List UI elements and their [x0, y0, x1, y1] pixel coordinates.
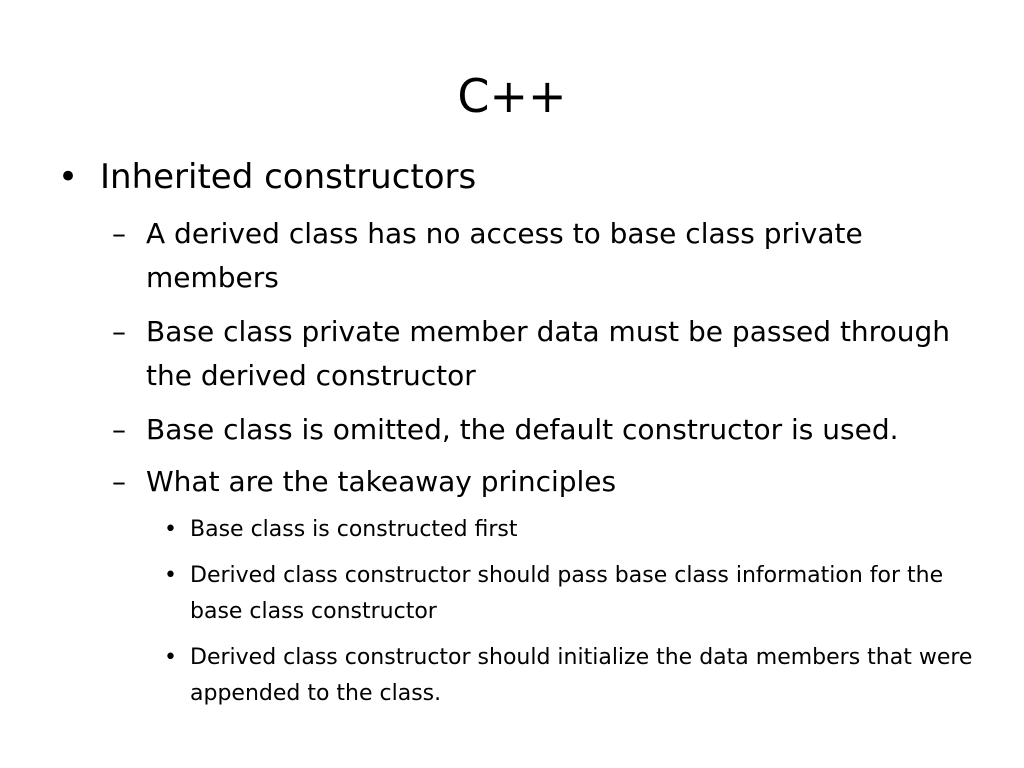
bullet-level2 [112, 408, 966, 452]
bullet-dot-icon: • [164, 517, 177, 542]
bullet-level2 [112, 310, 966, 398]
bullet-dot-icon: • [164, 645, 177, 670]
bullet-text: A derived class has no access to base class private members [146, 217, 863, 294]
dash-icon: – [112, 217, 126, 250]
bullet-text: Base class is constructed first [190, 517, 518, 542]
bullet-text: Base class is omitted, the default constructor is used. [146, 413, 899, 446]
dash-icon: – [112, 465, 126, 498]
dash-icon: – [112, 413, 126, 446]
bullet-dot-icon: • [58, 157, 79, 197]
bullet-level3 [164, 640, 980, 712]
bullet-text: What are the takeaway principles [146, 465, 617, 498]
bullet-dot-icon: • [164, 563, 177, 588]
bullet-level3 [164, 558, 980, 630]
bullet-text: Derived class constructor should initialize the data members that were appended to the class. [190, 645, 973, 706]
bullet-text: Base class private member data must be passed through the derived constructor [146, 315, 950, 392]
bullet-level2 [112, 460, 966, 504]
bullet-level1 [58, 154, 980, 200]
bullet-level2 [112, 212, 966, 300]
bullet-level3 [164, 512, 980, 548]
dash-icon: – [112, 315, 126, 348]
slide-title: C++ [457, 69, 567, 123]
bullet-text: Derived class constructor should pass base class information for the base class constructor [190, 563, 944, 624]
bullet-text: Inherited constructors [100, 157, 477, 197]
